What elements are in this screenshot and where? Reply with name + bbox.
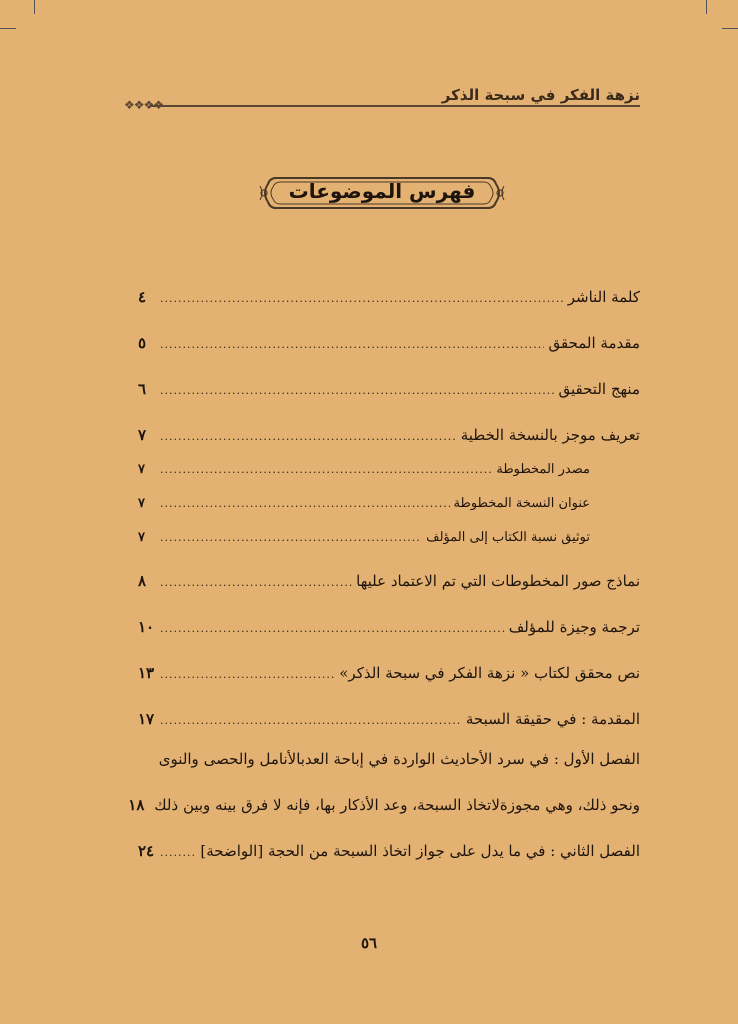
toc-entry-label: مقدمة المحقق [548,334,640,352]
leader-dots [160,338,544,351]
header-rule [150,105,640,107]
toc-entry-page: ١٨ [128,796,145,814]
toc-title-frame [258,174,506,212]
crop-mark [34,0,35,14]
leader-dots [160,463,492,476]
toc-entry [138,710,640,736]
toc-entry-label: تعريف موجز بالنسخة الخطية [460,426,640,444]
toc-entry-label: الفصل الثاني : في ما يدل على جواز اتخاذ السبحة من الحجة [الواضحة] [200,842,640,860]
toc-entry-label: توثيق نسبة الكتاب إلى المؤلف [426,530,590,545]
toc-entry-page: ٧ [138,496,145,511]
toc-entry-page: ٧ [138,462,145,477]
toc-entry-page: ١٠ [138,618,155,636]
leader-dots [160,531,422,544]
toc-entry-page: ٦ [138,380,147,398]
crop-mark [0,28,16,29]
toc-entry-label: نص محقق لكتاب « نزهة الفكر في سبحة الذكر» [339,664,640,682]
toc-entry-label: المقدمة : في حقيقة السبحة [465,710,640,728]
toc-entry-page: ٧ [138,426,147,444]
toc-entry-page: ٨ [138,572,147,590]
toc-entry [138,426,640,452]
toc-title: فهرس الموضوعات [288,179,476,203]
toc-entry [138,288,640,314]
leader-dots [160,622,505,635]
leader-dots [160,497,450,510]
toc-entry [138,842,640,868]
toc-entry-first-line: الفصل الأول : في سرد الأحاديث الواردة في إباحة العدبالأنامل والحصى والنوى [158,750,640,768]
leader-dots [160,576,352,589]
toc-subentry [138,462,590,488]
toc-subentry [138,496,590,522]
toc-entry-label: نماذج صور المخطوطات التي تم الاعتماد عليها [356,572,640,590]
crop-mark [722,28,738,29]
toc-entry-label: ونحو ذلك، وهي مجوزةلاتخاذ السبحة، وعد الأذكار بها، فإنه لا فرق بينه وبين ذلك [154,796,640,814]
toc-entry-page: ٢٤ [138,842,155,860]
toc-entry-page: ١٣ [138,664,155,682]
leader-dots [160,430,457,443]
leader-dots [160,846,196,859]
toc-entry-label: عنوان النسخة المخطوطة [453,496,590,511]
leader-dots [160,292,564,305]
toc-entry [128,796,640,822]
leader-dots [160,714,462,727]
toc-entry-label: مصدر المخطوطة [496,462,590,477]
header-ornament: ❖❖❖❖ [124,98,164,112]
running-header-title: نزهة الفكر في سبحة الذكر [441,86,640,104]
toc-entry [138,664,640,690]
toc-entry [138,618,640,644]
page-number: ٥٦ [360,934,378,952]
toc-entry [138,572,640,598]
toc-entry-page: ٥ [138,334,147,352]
toc-entry-page: ٧ [138,530,145,545]
toc-entry [138,334,640,360]
toc-entry-label: كلمة الناشر [567,288,640,306]
toc-entry-page: ١٧ [138,710,155,728]
leader-dots [160,384,555,397]
toc-entry-page: ٤ [138,288,147,306]
toc-entry [138,380,640,406]
crop-mark [706,0,707,14]
toc-subentry [138,530,590,556]
toc-entry-label: منهج التحقيق [558,380,640,398]
leader-dots [160,668,335,681]
toc-entry-label: ترجمة وجيزة للمؤلف [508,618,640,636]
